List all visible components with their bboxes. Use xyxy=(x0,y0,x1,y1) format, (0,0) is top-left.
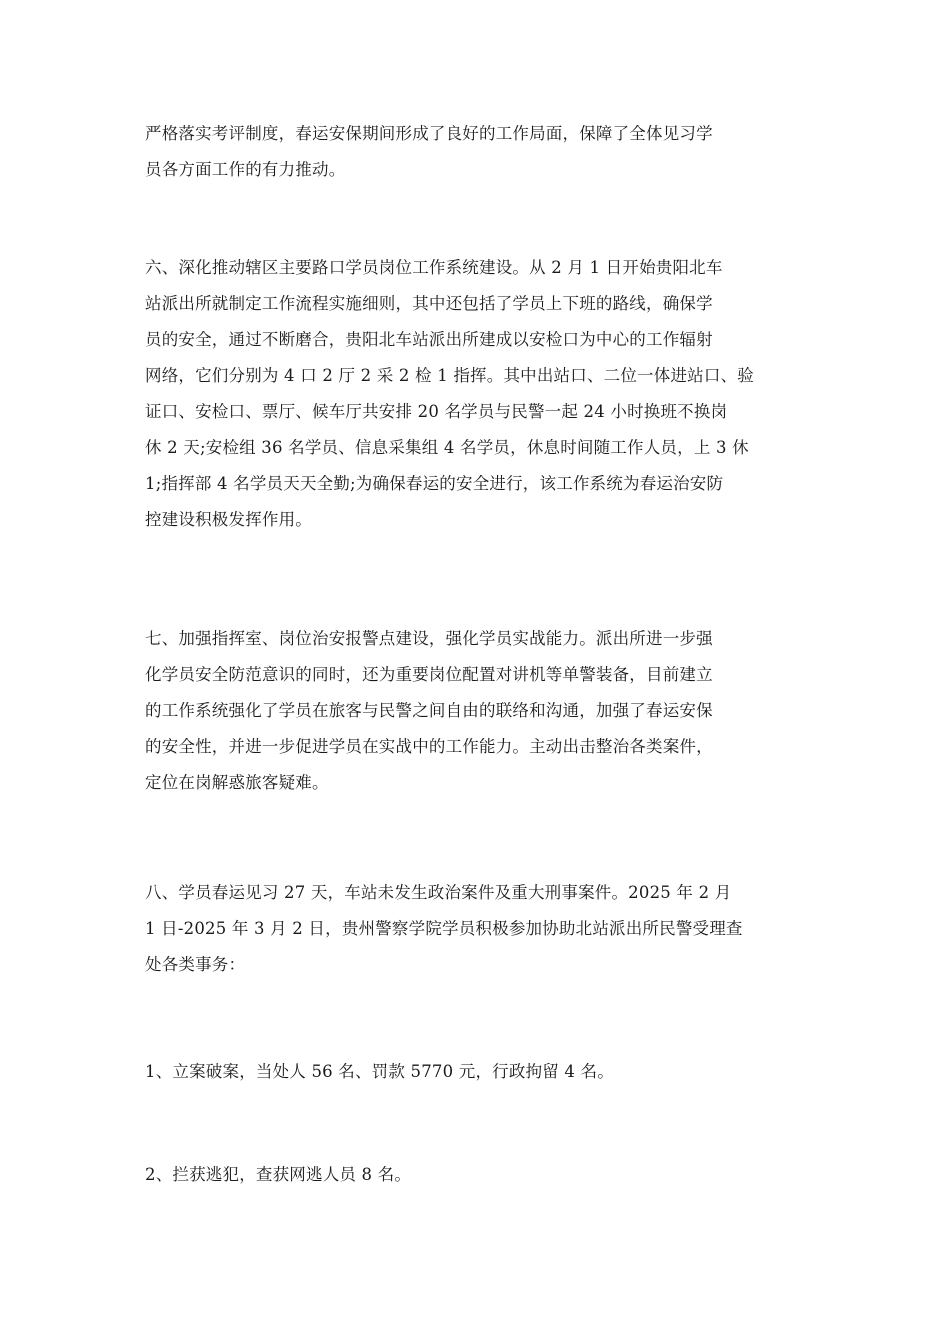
paragraph-line: 的安全性，并进一步促进学员在实战中的工作能力。主动出击整治各类案件， xyxy=(145,737,713,756)
paragraph-line: 1、立案破案，当处人 56 名、罚款 5770 元，行政拘留 4 名。 xyxy=(145,1062,614,1081)
list-item-case-handling xyxy=(145,1054,810,1090)
paragraph-line: 休 2 天;安检组 36 名学员、信息采集组 4 名学员，休息时间随工作人员，上 3 休 xyxy=(145,438,749,457)
paragraph-line: 网络，它们分别为 4 口 2 厅 2 采 2 检 1 指挥。其中出站口、二位一体进站口、验 xyxy=(145,366,754,385)
paragraph-line: 控建设积极发挥作用。 xyxy=(145,510,312,529)
paragraph-section-seven xyxy=(145,621,810,801)
paragraph-line: 证口、安检口、票厅、候车厅共安排 20 名学员与民警一起 24 小时换班不换岗 xyxy=(145,402,728,421)
paragraph-line: 六、深化推动辖区主要路口学员岗位工作系统建设。从 2 月 1 日开始贵阳北车 xyxy=(145,258,723,277)
list-item-fugitive-capture xyxy=(145,1157,810,1193)
paragraph-section-six xyxy=(145,250,810,538)
paragraph-line: 1;指挥部 4 名学员天天全勤;为确保春运的安全进行，该工作系统为春运治安防 xyxy=(145,474,724,493)
paragraph-line: 八、学员春运见习 27 天，车站未发生政治案件及重大刑事案件。2025 年 2 月 xyxy=(145,883,732,902)
paragraph-line: 处各类事务： xyxy=(145,955,246,974)
paragraph-line: 员各方面工作的有力推动。 xyxy=(145,160,346,179)
paragraph-line: 2、拦获逃犯，查获网逃人员 8 名。 xyxy=(145,1165,412,1184)
paragraph-line: 定位在岗解惑旅客疑难。 xyxy=(145,773,329,792)
paragraph-line: 1 日-2025 年 3 月 2 日，贵州警察学院学员积极参加协助北站派出所民警受理查 xyxy=(145,919,743,938)
paragraph-section-eight xyxy=(145,875,810,983)
paragraph-line: 员的安全，通过不断磨合，贵阳北车站派出所建成以安检口为中心的工作辐射 xyxy=(145,330,713,349)
paragraph-line: 严格落实考评制度，春运安保期间形成了良好的工作局面，保障了全体见习学 xyxy=(145,124,713,143)
paragraph-line: 化学员安全防范意识的同时，还为重要岗位配置对讲机等单警装备，目前建立 xyxy=(145,665,713,684)
paragraph-line: 站派出所就制定工作流程实施细则，其中还包括了学员上下班的路线，确保学 xyxy=(145,294,713,313)
paragraph-line: 七、加强指挥室、岗位治安报警点建设，强化学员实战能力。派出所进一步强 xyxy=(145,629,713,648)
paragraph-line: 的工作系统强化了学员在旅客与民警之间自由的联络和沟通，加强了春运安保 xyxy=(145,701,713,720)
paragraph-evaluation-system xyxy=(145,116,810,188)
